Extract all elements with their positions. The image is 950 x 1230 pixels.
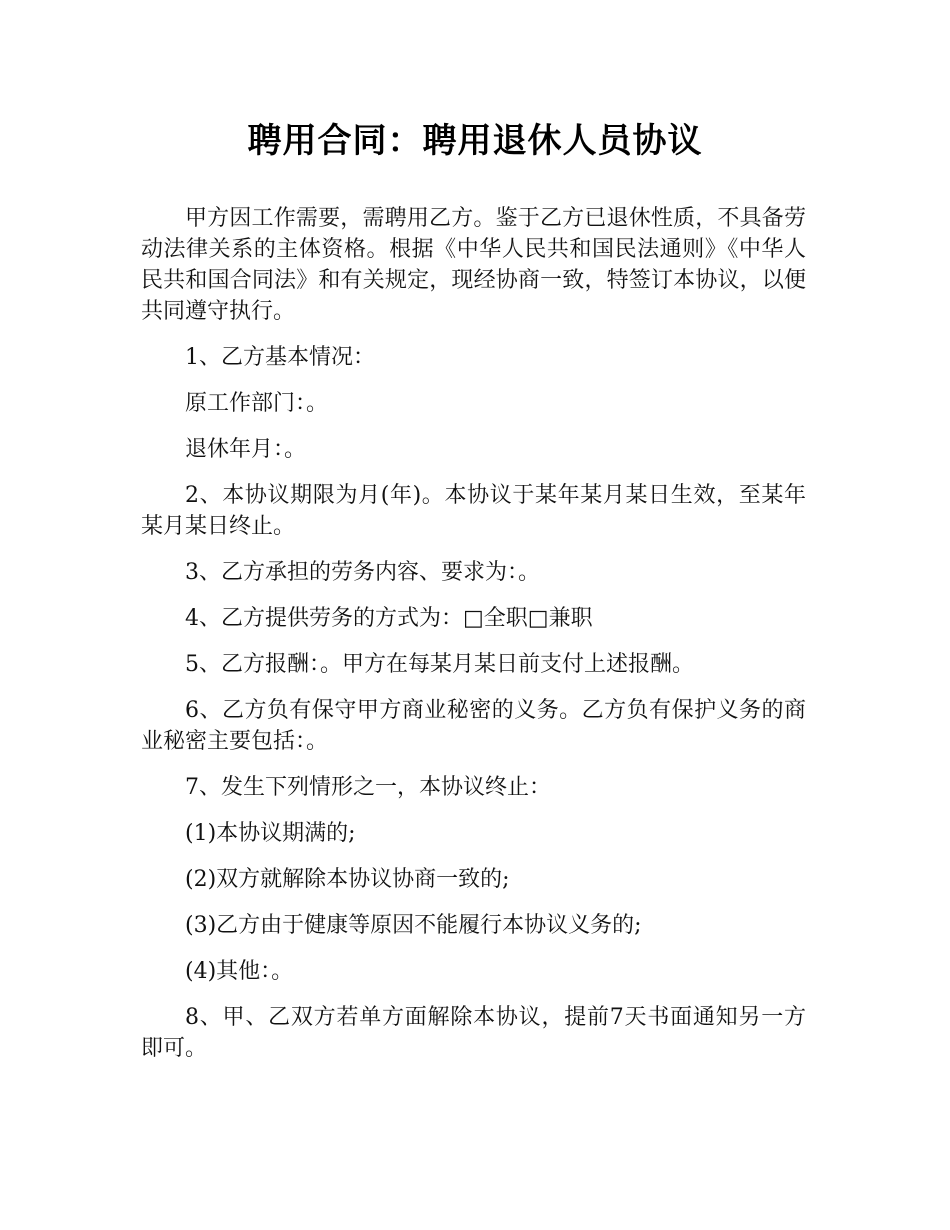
clause-1-heading: 1、乙方基本情况： [185, 345, 375, 370]
clause-6-confidentiality: 6、乙方负有保守甲方商业秘密的义务。乙方负有保护义务的商业秘密主要包括：。 [141, 698, 806, 754]
document-title: 聘用合同：聘用退休人员协议 [247, 121, 703, 161]
clause-2-term: 2、本协议期限为月(年)。本协议于某年某月某日生效，至某年某月某日终止。 [141, 483, 806, 539]
clause-7-termination: 7、发生下列情形之一，本协议终止： [185, 775, 551, 800]
clause-7-item-4: (4)其他：。 [185, 959, 294, 984]
clause-4-work-mode: 4、乙方提供劳务的方式为：□全职□兼职 [185, 606, 593, 631]
clause-1-retirement-date: 退休年月：。 [185, 437, 307, 462]
intro-paragraph: 甲方因工作需要，需聘用乙方。鉴于乙方已退休性质，不具备劳动法律关系的主体资格。根据《中华人民共和国民法通则》《中华人民共和国合同法》和有关规定，现经协商一致，特签订本协议，以便共同遵守执行。 [141, 206, 806, 324]
clause-8-notice: 8、甲、乙双方若单方面解除本协议，提前7天书面通知另一方即可。 [141, 1005, 806, 1061]
clause-3-duties: 3、乙方承担的劳务内容、要求为：。 [185, 560, 540, 585]
clause-5-payment: 5、乙方报酬：。甲方在每某月某日前支付上述报酬。 [185, 652, 694, 677]
clause-7-item-1: (1)本协议期满的; [185, 821, 356, 846]
document-body [141, 203, 806, 1079]
clause-7-item-3: (3)乙方由于健康等原因不能履行本协议义务的; [185, 913, 642, 938]
clause-1-department: 原工作部门：。 [185, 391, 329, 416]
clause-7-item-2: (2)双方就解除本协议协商一致的; [185, 867, 510, 892]
